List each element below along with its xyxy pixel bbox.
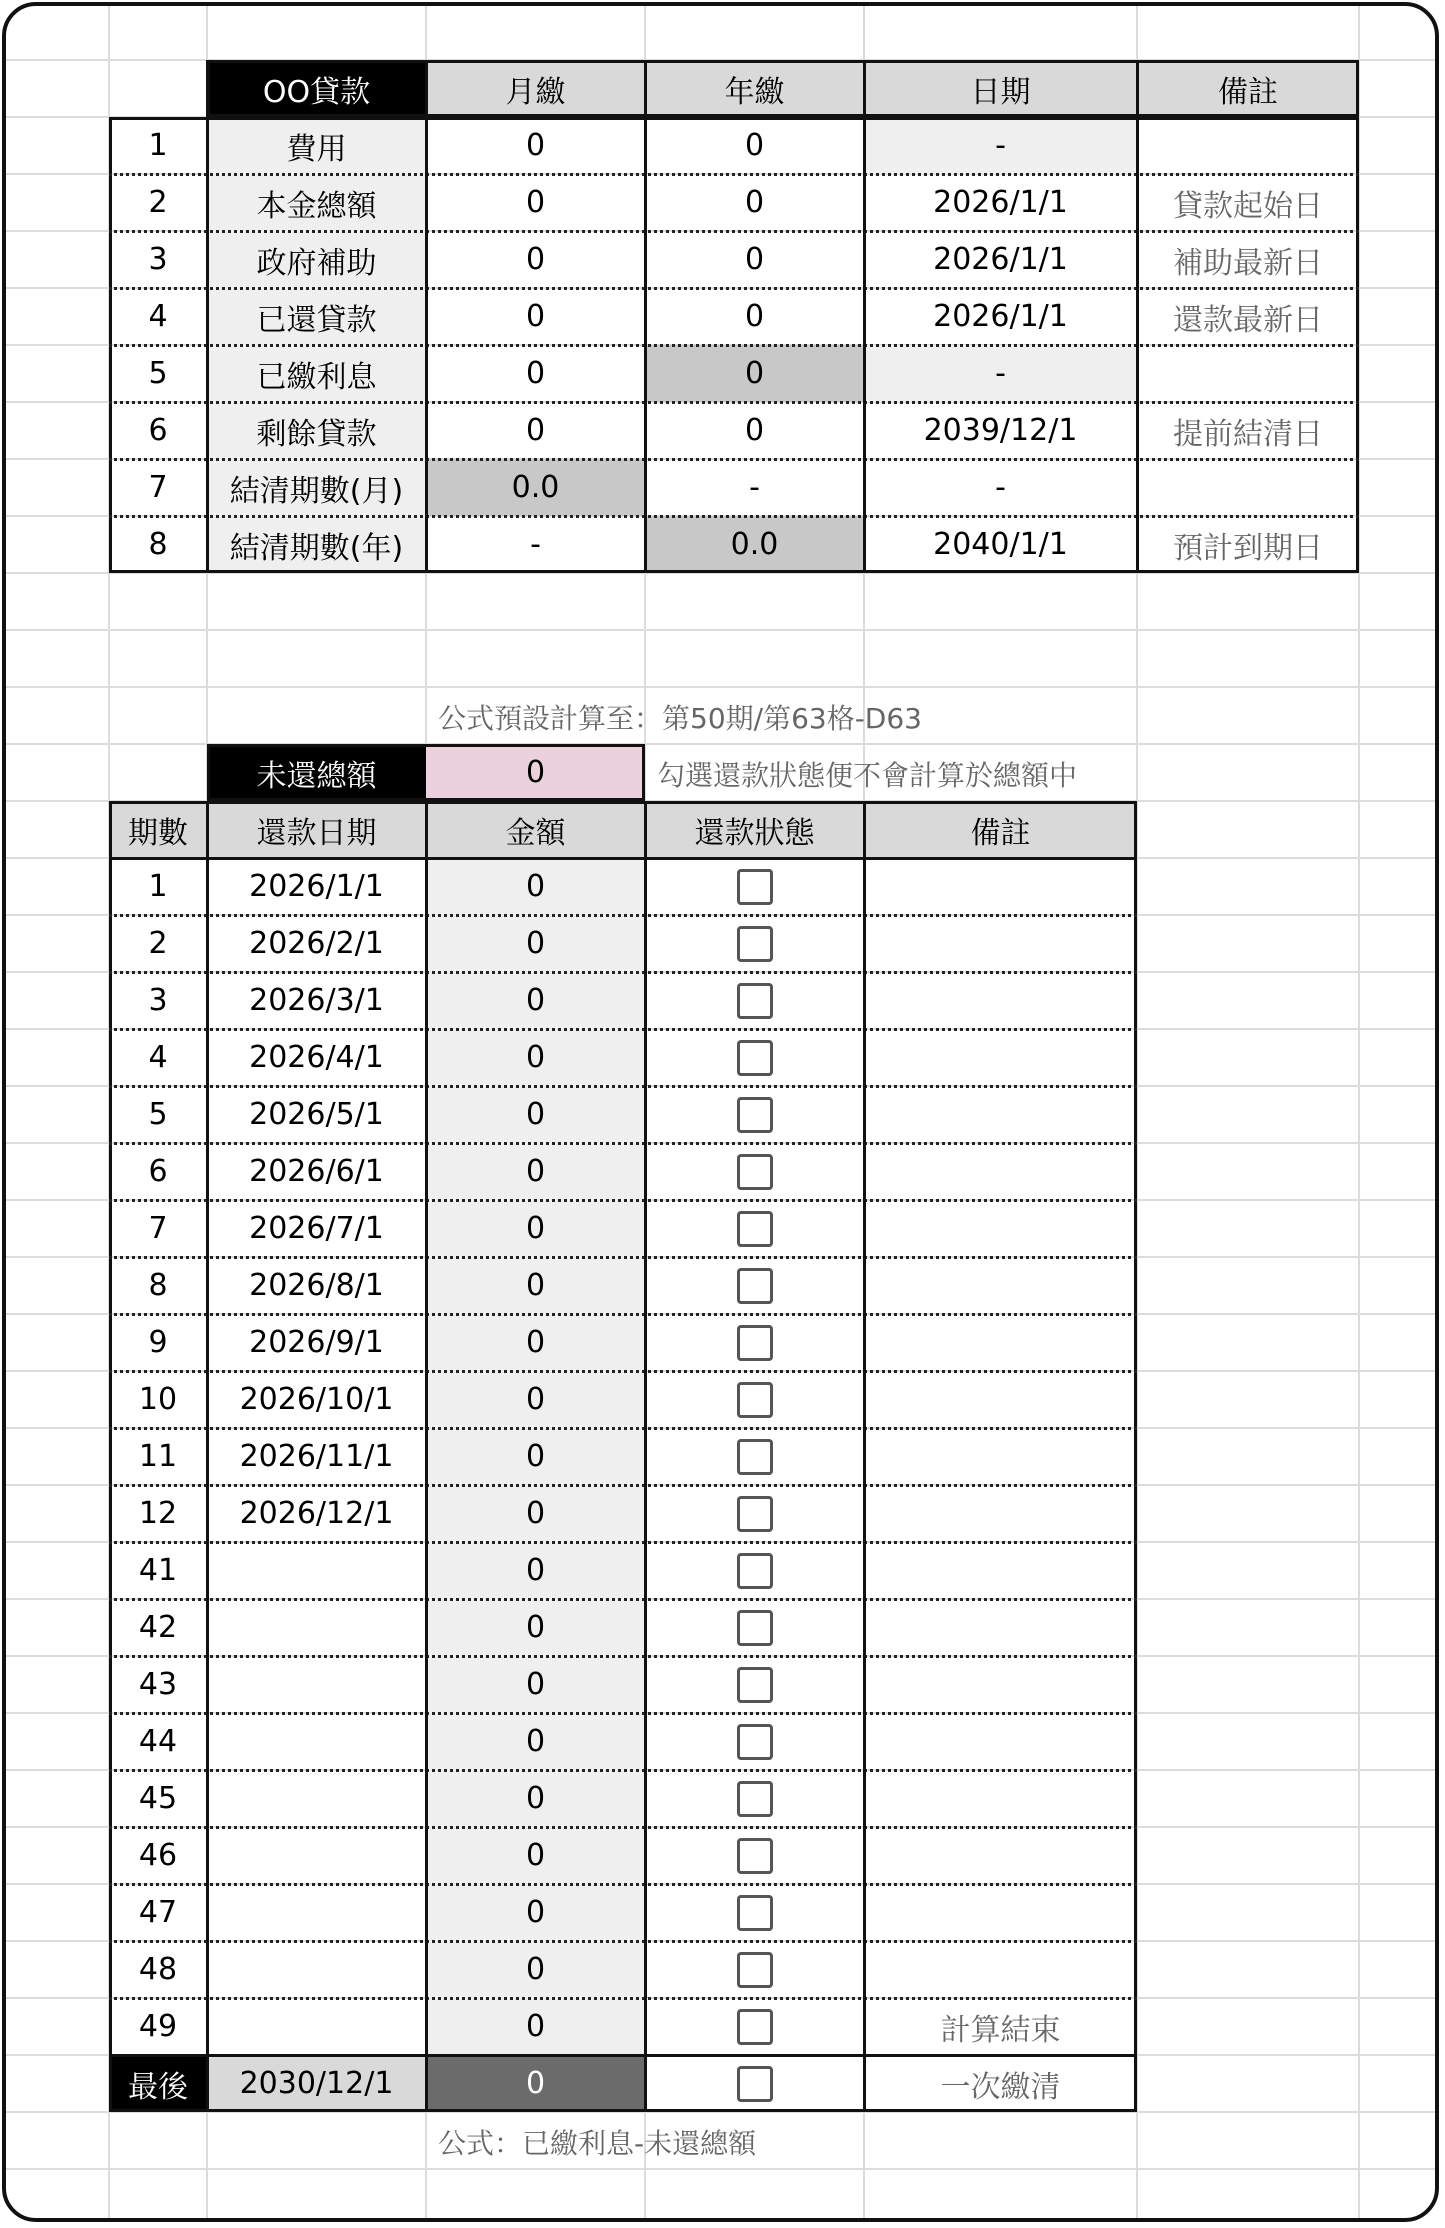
payment-amount: 0 xyxy=(426,1314,645,1371)
row-divider xyxy=(109,1712,1137,1715)
payment-date[interactable]: 2026/1/1 xyxy=(249,869,384,904)
row-number: 1 xyxy=(148,128,168,163)
payment-amount: 0 xyxy=(426,1656,645,1713)
row-divider xyxy=(109,458,1359,461)
final-payment-amount: 0 xyxy=(426,2055,645,2112)
row-number: 7 xyxy=(148,470,168,505)
row-divider xyxy=(109,230,1359,233)
payment-amount: 0 xyxy=(426,1257,645,1314)
date-value[interactable]: 2026/1/1 xyxy=(933,299,1068,334)
monthly-value[interactable]: 0 xyxy=(525,299,546,334)
row-label: 剩餘貸款 xyxy=(207,402,426,459)
row-divider xyxy=(109,1199,1137,1202)
schedule-header-cell: 還款狀態 xyxy=(645,801,864,858)
column-divider xyxy=(1136,60,1139,573)
payment-date[interactable]: 2026/4/1 xyxy=(249,1040,384,1075)
payment-date[interactable]: 2026/8/1 xyxy=(249,1268,384,1303)
payment-date[interactable]: 2026/10/1 xyxy=(239,1382,394,1417)
row-divider xyxy=(109,401,1359,404)
payment-amount: 0 xyxy=(426,1770,645,1827)
row-divider xyxy=(109,1769,1137,1772)
row-number: 5 xyxy=(148,356,168,391)
row-divider xyxy=(109,1142,1137,1145)
row-divider xyxy=(109,1598,1137,1601)
row-divider xyxy=(109,1883,1137,1886)
monthly-value[interactable]: 0.0 xyxy=(426,459,645,516)
payment-date[interactable]: 2026/7/1 xyxy=(249,1211,384,1246)
column-divider xyxy=(644,60,647,573)
payment-amount: 0 xyxy=(426,1542,645,1599)
row-divider xyxy=(109,971,1137,974)
column-divider xyxy=(644,801,647,2112)
period-number: 7 xyxy=(148,1211,168,1246)
date-value[interactable]: 2039/12/1 xyxy=(923,413,1078,448)
column-divider xyxy=(863,801,866,2112)
loan-title-header: OO貸款 xyxy=(207,60,426,117)
period-number: 10 xyxy=(138,1382,178,1417)
period-number: 44 xyxy=(138,1724,178,1759)
row-divider xyxy=(109,914,1137,917)
note-value: 預計到期日 xyxy=(1173,530,1323,566)
period-number: 48 xyxy=(138,1952,178,1987)
column-divider xyxy=(206,60,209,573)
period-number: 49 xyxy=(138,2009,178,2044)
row-label: 已還貸款 xyxy=(207,288,426,345)
payment-amount: 0 xyxy=(426,1827,645,1884)
final-row-divider xyxy=(109,2054,1137,2057)
payment-date[interactable]: 2026/11/1 xyxy=(239,1439,394,1474)
row-divider xyxy=(109,1655,1137,1658)
period-number: 45 xyxy=(138,1781,178,1816)
row-divider xyxy=(109,1484,1137,1487)
row-divider xyxy=(109,1370,1137,1373)
row-divider xyxy=(109,287,1359,290)
monthly-value[interactable]: 0 xyxy=(525,356,546,391)
payment-amount: 0 xyxy=(426,1200,645,1257)
row-divider xyxy=(109,1256,1137,1259)
column-divider xyxy=(206,801,209,2112)
row-divider xyxy=(109,515,1359,518)
unpaid-total-value: 0 xyxy=(426,744,645,801)
unpaid-border xyxy=(207,744,645,801)
schedule-note: 計算結束 xyxy=(940,2012,1061,2048)
date-value[interactable]: 2026/1/1 xyxy=(933,242,1068,277)
period-number: 8 xyxy=(148,1268,168,1303)
payment-amount: 0 xyxy=(426,1143,645,1200)
top-header-cell: 備註 xyxy=(1137,60,1359,117)
spreadsheet-frame xyxy=(2,2,1439,2222)
date-value[interactable]: - xyxy=(995,470,1006,505)
period-number: 4 xyxy=(148,1040,168,1075)
payment-amount: 0 xyxy=(426,1599,645,1656)
row-label: 已繳利息 xyxy=(207,345,426,402)
row-divider xyxy=(109,1940,1137,1943)
period-number: 43 xyxy=(138,1667,178,1702)
footer-formula-note: 公式：已繳利息-未還總額 xyxy=(438,2127,757,2160)
period-number: 6 xyxy=(148,1154,168,1189)
final-period-label: 最後 xyxy=(109,2055,207,2112)
payment-date[interactable]: 2026/2/1 xyxy=(249,926,384,961)
row-number: 6 xyxy=(148,413,168,448)
date-value[interactable]: - xyxy=(864,117,1137,174)
unpaid-total-label: 未還總額 xyxy=(207,744,426,801)
yearly-value[interactable]: - xyxy=(749,470,760,505)
payment-amount: 0 xyxy=(426,1941,645,1998)
period-number: 3 xyxy=(148,983,168,1018)
schedule-header-cell: 期數 xyxy=(109,801,207,858)
monthly-value[interactable]: 0 xyxy=(525,128,546,163)
monthly-value[interactable]: 0 xyxy=(525,413,546,448)
payment-date[interactable]: 2026/12/1 xyxy=(239,1496,394,1531)
payment-amount: 0 xyxy=(426,1029,645,1086)
payment-date[interactable]: 2026/3/1 xyxy=(249,983,384,1018)
payment-amount: 0 xyxy=(426,972,645,1029)
period-number: 42 xyxy=(138,1610,178,1645)
row-divider xyxy=(109,1427,1137,1430)
payment-amount: 0 xyxy=(426,1485,645,1542)
period-number: 12 xyxy=(138,1496,178,1531)
row-divider xyxy=(109,1028,1137,1031)
row-divider xyxy=(109,173,1359,176)
top-header-cell: 月繳 xyxy=(426,60,645,117)
payment-amount: 0 xyxy=(426,1086,645,1143)
schedule-border xyxy=(109,801,1137,2112)
column-divider xyxy=(863,60,866,573)
payment-amount: 0 xyxy=(426,1428,645,1485)
row-divider xyxy=(109,1313,1137,1316)
yearly-value[interactable]: 0 xyxy=(645,345,864,402)
row-label: 結清期數(月) xyxy=(207,459,426,516)
row-number: 3 xyxy=(148,242,168,277)
row-label: 費用 xyxy=(207,117,426,174)
period-number: 46 xyxy=(138,1838,178,1873)
schedule-header-cell: 備註 xyxy=(864,801,1137,858)
status-hint-note: 勾選還款狀態便不會計算於總額中 xyxy=(657,759,1078,792)
date-value[interactable]: 2040/1/1 xyxy=(933,527,1068,562)
top-header-cell: 日期 xyxy=(864,60,1137,117)
payment-date[interactable]: 2026/9/1 xyxy=(249,1325,384,1360)
payment-amount: 0 xyxy=(426,858,645,915)
row-number: 8 xyxy=(148,527,168,562)
period-number: 11 xyxy=(138,1439,178,1474)
yearly-value[interactable]: 0 xyxy=(744,185,765,220)
yearly-value[interactable]: 0 xyxy=(744,128,765,163)
payment-amount: 0 xyxy=(426,1371,645,1428)
period-number: 47 xyxy=(138,1895,178,1930)
row-divider xyxy=(109,1997,1137,2000)
schedule-header-cell: 金額 xyxy=(426,801,645,858)
date-value[interactable]: - xyxy=(864,345,1137,402)
row-divider xyxy=(109,1826,1137,1829)
period-number: 5 xyxy=(148,1097,168,1132)
note-value: 貸款起始日 xyxy=(1173,188,1323,224)
row-divider xyxy=(109,1085,1137,1088)
row-label: 結清期數(年) xyxy=(207,516,426,573)
row-divider xyxy=(109,1541,1137,1544)
column-divider xyxy=(425,801,428,2112)
payment-amount: 0 xyxy=(426,1713,645,1770)
yearly-value[interactable]: 0 xyxy=(744,242,765,277)
yearly-value[interactable]: 0.0 xyxy=(645,516,864,573)
note-value: 還款最新日 xyxy=(1173,302,1323,338)
row-label: 政府補助 xyxy=(207,231,426,288)
monthly-value[interactable]: 0 xyxy=(525,185,546,220)
formula-note: 公式預設計算至：第50期/第63格-D63 xyxy=(438,702,922,735)
row-divider xyxy=(109,344,1359,347)
column-divider xyxy=(425,60,428,573)
payment-amount: 0 xyxy=(426,915,645,972)
schedule-header-divider xyxy=(109,857,1137,860)
payment-date[interactable]: 2026/5/1 xyxy=(249,1097,384,1132)
period-number: 9 xyxy=(148,1325,168,1360)
payment-date[interactable]: 2026/6/1 xyxy=(249,1154,384,1189)
period-number: 41 xyxy=(138,1553,178,1588)
yearly-value[interactable]: 0 xyxy=(744,413,765,448)
payment-amount: 0 xyxy=(426,1884,645,1941)
schedule-header-cell: 還款日期 xyxy=(207,801,426,858)
final-note: 一次繳清 xyxy=(940,2069,1061,2105)
monthly-value[interactable]: - xyxy=(530,527,541,562)
final-payment-date[interactable]: 2030/12/1 xyxy=(207,2055,426,2112)
row-number: 2 xyxy=(148,185,168,220)
period-number: 1 xyxy=(148,869,168,904)
note-value: 提前結清日 xyxy=(1173,416,1323,452)
monthly-value[interactable]: 0 xyxy=(525,242,546,277)
top-header-cell: 年繳 xyxy=(645,60,864,117)
row-label: 本金總額 xyxy=(207,174,426,231)
date-value[interactable]: 2026/1/1 xyxy=(933,185,1068,220)
payment-amount: 0 xyxy=(426,1998,645,2055)
top-header-border xyxy=(207,60,1359,117)
period-number: 2 xyxy=(148,926,168,961)
yearly-value[interactable]: 0 xyxy=(744,299,765,334)
row-number: 4 xyxy=(148,299,168,334)
note-value: 補助最新日 xyxy=(1173,245,1323,281)
